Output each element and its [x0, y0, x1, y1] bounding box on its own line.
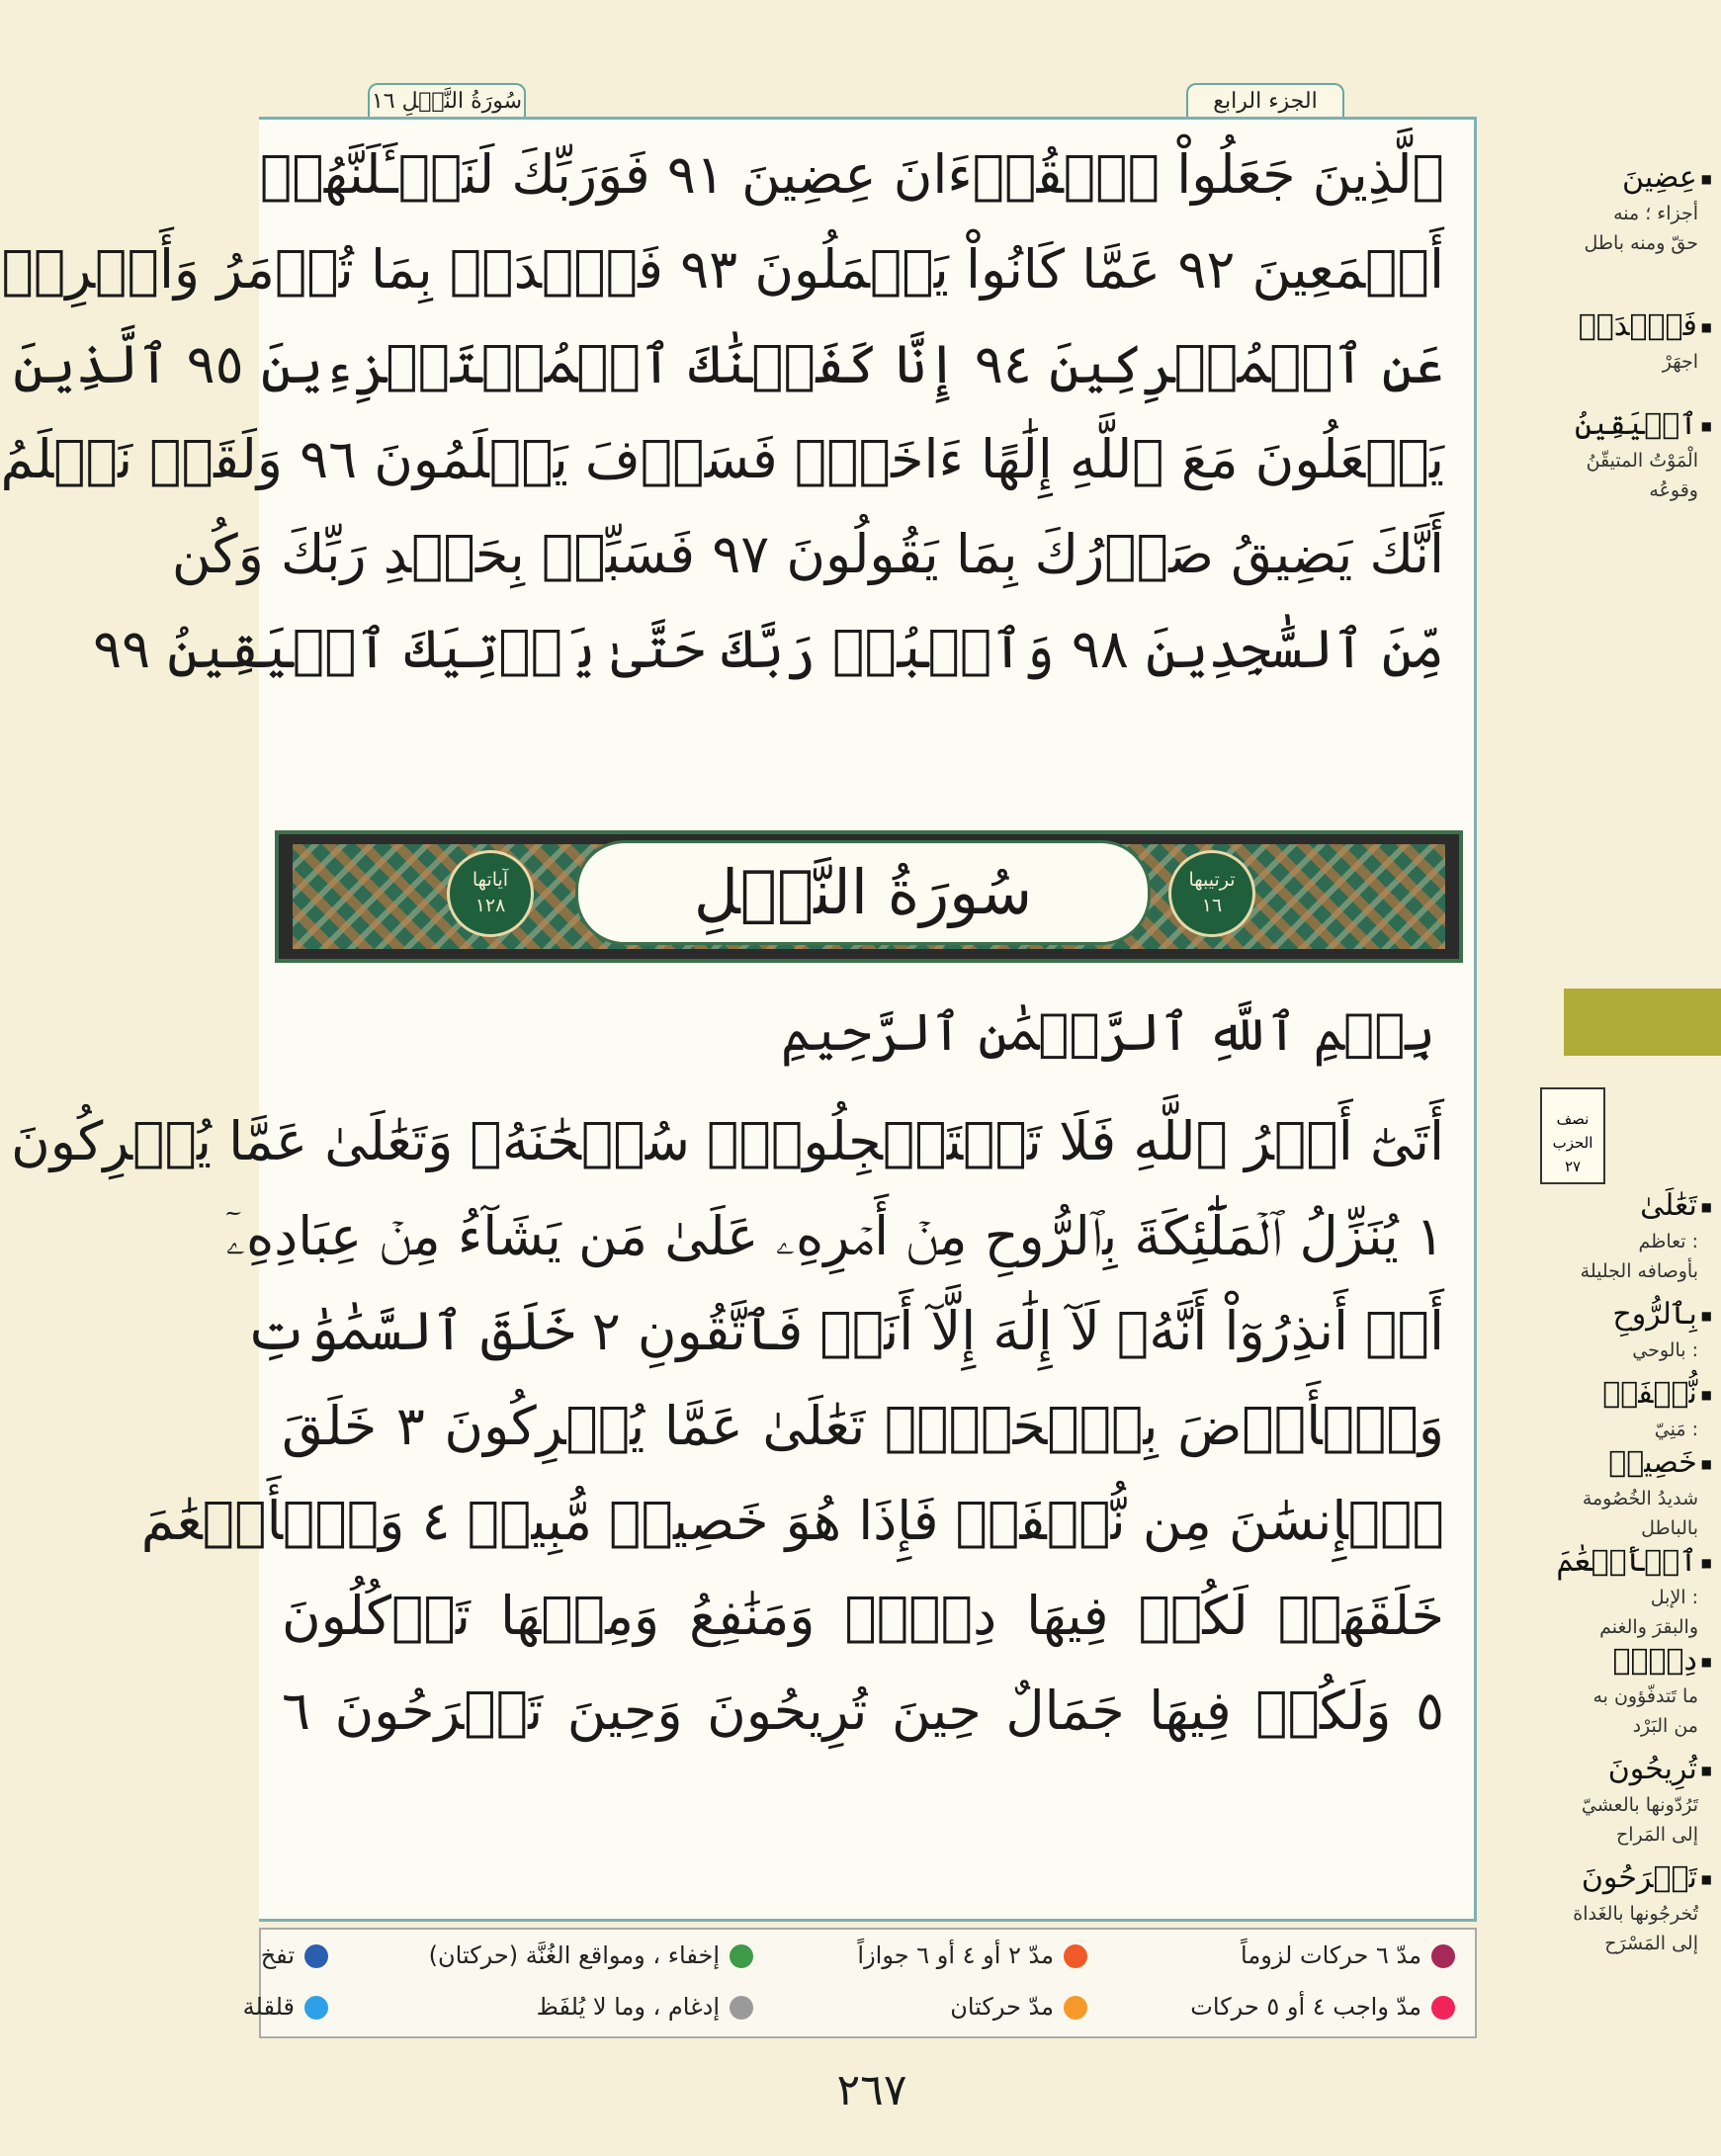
surah-title-banner [275, 830, 1463, 963]
glossary-entry [1483, 306, 1712, 377]
glossary-definition: : الإبل [1650, 1587, 1698, 1608]
glossary-definition: والبقرَ والغنم [1599, 1616, 1698, 1638]
glossary-definition: تُخرجُونها بالغَداة [1573, 1903, 1698, 1925]
page-number: ٢٦٧ [836, 2065, 907, 2115]
glossary-word: ■ بِٱلرُّوحِ [1483, 1295, 1712, 1336]
verse-line: أَجۡمَعِينَ ٩٢ عَمَّا كَانُواْ يَعۡمَلُونَ ٩٣ فَٱصۡدَعۡ بِمَا تُؤۡمَرُ وَأَعۡرِضۡ [1, 238, 1444, 301]
glossary-word: ■ دِفۡءٞ [1483, 1641, 1712, 1682]
legend-item: مدّ ٢ أو ٤ أو ٦ جوازاً [791, 1930, 1087, 1981]
header-surah-name: سُورَةُ النَّحۡلِ ١٦ [368, 83, 526, 117]
hizb-number: ٢٧ [1564, 1158, 1582, 1175]
verse-line: ٱلَّذِينَ جَعَلُواْ ٱلۡقُرۡءَانَ عِضِينَ ٩١ فَوَرَبِّكَ لَنَسۡـَٔلَنَّهُمۡ [260, 143, 1444, 206]
verse-line: يَجۡعَلُونَ مَعَ ٱللَّهِ إِلَٰهًا ءَاخَرَۚ فَسَوۡفَ يَعۡلَمُونَ ٩٦ وَلَقَدۡ نَعۡلَمُ [0, 428, 1444, 490]
verse-line: أَنۡ أَنذِرُوٓاْ أَنَّهُۥ لَآ إِلَٰهَ إِلَّآ أَنَا۠ فَٱتَّقُونِ ٢ خَلَقَ ٱلسَّمَٰوَٰتِ [244, 1300, 1444, 1362]
color-dot-icon [1431, 1996, 1455, 2020]
legend-column [242, 1930, 328, 2036]
color-dot-icon [1064, 1996, 1087, 2020]
legend-item: إخفاء ، ومواقع الغُنَّة (حركتان) [338, 1930, 753, 1981]
order-number: ١٦ [1201, 895, 1223, 916]
verse-line: مِّنَ ٱلسَّٰجِدِينَ ٩٨ وَٱعۡبُدۡ رَبَّكَ حَتَّىٰ يَأۡتِيَكَ ٱلۡيَقِينُ ٩٩ [93, 618, 1444, 680]
order-label: ترتيبها [1188, 869, 1236, 891]
verse-line: ٥ وَلَكُمۡ فِيهَا جَمَالٌ حِينَ تُرِيحُونَ وَحِينَ تَسۡرَحُونَ ٦ [282, 1680, 1444, 1742]
glossary-definition: تَرُدّونها بالعشيّ [1581, 1794, 1698, 1816]
ayat-count: ١٢٨ [474, 895, 506, 916]
color-dot-icon [304, 1944, 328, 1968]
surah-title: سُورَةُ النَّحۡلِ [575, 840, 1151, 945]
glossary-word: ■ نُّطۡفَةٖ [1483, 1374, 1712, 1415]
glossary-definition: الْمَوْتُ المتيقّنُ [1586, 450, 1698, 472]
section-color-band [1564, 989, 1721, 1056]
glossary-word: ■ تَسۡرَحُونَ [1483, 1858, 1712, 1899]
color-dot-icon [1064, 1944, 1087, 1968]
hizb-label: الحزب [1552, 1134, 1593, 1152]
hizb-marker [1540, 1087, 1605, 1184]
glossary-definition: بأوصافه الجليلة [1580, 1260, 1698, 1282]
legend-column [338, 1930, 753, 2036]
glossary-word: ■ عِضِينَ [1483, 158, 1712, 199]
glossary-definition: : بالوحي [1632, 1339, 1698, 1361]
color-dot-icon [730, 1996, 753, 2020]
color-dot-icon [730, 1944, 753, 1968]
glossary-definition: حقّ ومنه باطل [1584, 232, 1698, 254]
tajweed-legend [242, 1928, 1477, 2038]
glossary-entry [1483, 1858, 1712, 1958]
glossary-definition: : مَنِيّ [1654, 1419, 1698, 1440]
legend-column [1099, 1930, 1455, 2036]
glossary-entry [1483, 1186, 1712, 1286]
verse-line: ٱلۡإِنسَٰنَ مِن نُّطۡفَةٖ فَإِذَا هُوَ خَصِيمٞ مُّبِينٞ ٤ وَٱلۡأَنۡعَٰمَ [140, 1490, 1444, 1552]
legend-item: قلقلة [259, 1981, 328, 2032]
glossary-word: ■ خَصِيمٞ [1483, 1443, 1712, 1484]
glossary-definition: : تعاظم [1638, 1231, 1698, 1252]
verse-line: وَٱلۡأَرۡضَ بِٱلۡحَقِّۚ تَعَٰلَىٰ عَمَّا يُشۡرِكُونَ ٣ خَلَقَ [282, 1395, 1444, 1457]
legend-item: تفخ [259, 1930, 328, 1981]
glossary-definition: إلى المَراح [1615, 1824, 1698, 1846]
legend-column [791, 1930, 1087, 2036]
glossary-definition: اجهَرْ [1662, 351, 1698, 373]
glossary-entry [1483, 1374, 1712, 1444]
glossary-word: ■ تُرِيحُونَ [1483, 1750, 1712, 1790]
basmala: بِسۡمِ ٱللَّهِ ٱلرَّحۡمَٰنِ ٱلرَّحِيمِ [781, 1003, 1435, 1063]
glossary-definition: شديدُ الخُصُومة [1582, 1488, 1698, 1509]
verse-line: خَلَقَهَاۖ لَكُمۡ فِيهَا دِفۡءٞ وَمَنَٰفِعُ وَمِنۡهَا تَأۡكُلُونَ [282, 1585, 1444, 1647]
surah-order-medallion [1168, 850, 1255, 937]
glossary-definition: إلى المَسْرَح [1604, 1933, 1698, 1954]
verse-line: ١ يُنَزِّلُ ٱلۡمَلَٰٓئِكَةَ بِٱلرُّوحِ مِنۡ أَمۡرِهِۦ عَلَىٰ مَن يَشَآءُ مِنۡ عِبَادِهِۦٓ [225, 1205, 1444, 1267]
ayat-count-medallion [447, 850, 534, 937]
header-juz-name: الجزء الرابع [1186, 83, 1344, 117]
legend-item: مدّ واجب ٤ أو ٥ حركات [1099, 1981, 1455, 2032]
ayat-label: آياتها [472, 869, 509, 891]
glossary-entry [1483, 1443, 1712, 1543]
glossary-definition: وقوعُه [1649, 479, 1698, 501]
verse-line: أَتَىٰٓ أَمۡرُ ٱللَّهِ فَلَا تَسۡتَعۡجِلُوهُۚ سُبۡحَٰنَهُۥ وَتَعَٰلَىٰ عَمَّا يُشۡرِكُونَ [11, 1110, 1444, 1172]
legend-item: مدّ ٦ حركات لزوماً [1099, 1930, 1455, 1981]
color-dot-icon [304, 1996, 328, 2020]
glossary-word: ■ فَٱصۡدَعۡ [1483, 306, 1712, 347]
glossary-word: ■ ٱلۡيَقِينُ [1483, 405, 1712, 446]
glossary-word: ■ تَعَٰلَىٰ [1483, 1186, 1712, 1227]
glossary-entry [1483, 1750, 1712, 1850]
glossary-entry [1483, 158, 1712, 258]
legend-item: مدّ حركتان [791, 1981, 1087, 2032]
legend-item: إدغام ، وما لا يُلفَظ [338, 1981, 753, 2032]
hizb-label: نصف [1556, 1110, 1590, 1128]
glossary-entry [1483, 1295, 1712, 1365]
glossary-entry [1483, 1542, 1712, 1642]
glossary-definition: من البَرْد [1632, 1715, 1698, 1737]
color-dot-icon [1431, 1944, 1455, 1968]
glossary-word: ■ ٱلۡأَنۡعَٰمَ [1483, 1542, 1712, 1583]
glossary-entry [1483, 405, 1712, 505]
verse-line: عَنِ ٱلۡمُشۡرِكِينَ ٩٤ إِنَّا كَفَيۡنَٰكَ ٱلۡمُسۡتَهۡزِءِينَ ٩٥ ٱلَّذِينَ [13, 333, 1444, 395]
verse-line: أَنَّكَ يَضِيقُ صَدۡرُكَ بِمَا يَقُولُونَ ٩٧ فَسَبِّحۡ بِحَمۡدِ رَبِّكَ وَكُن [171, 523, 1444, 585]
glossary-definition: ما تَتدفّؤون به [1592, 1685, 1698, 1707]
glossary-definition: بالباطل [1641, 1517, 1698, 1539]
glossary-entry [1483, 1641, 1712, 1741]
glossary-definition: أجزاء ؛ منه [1613, 203, 1698, 224]
